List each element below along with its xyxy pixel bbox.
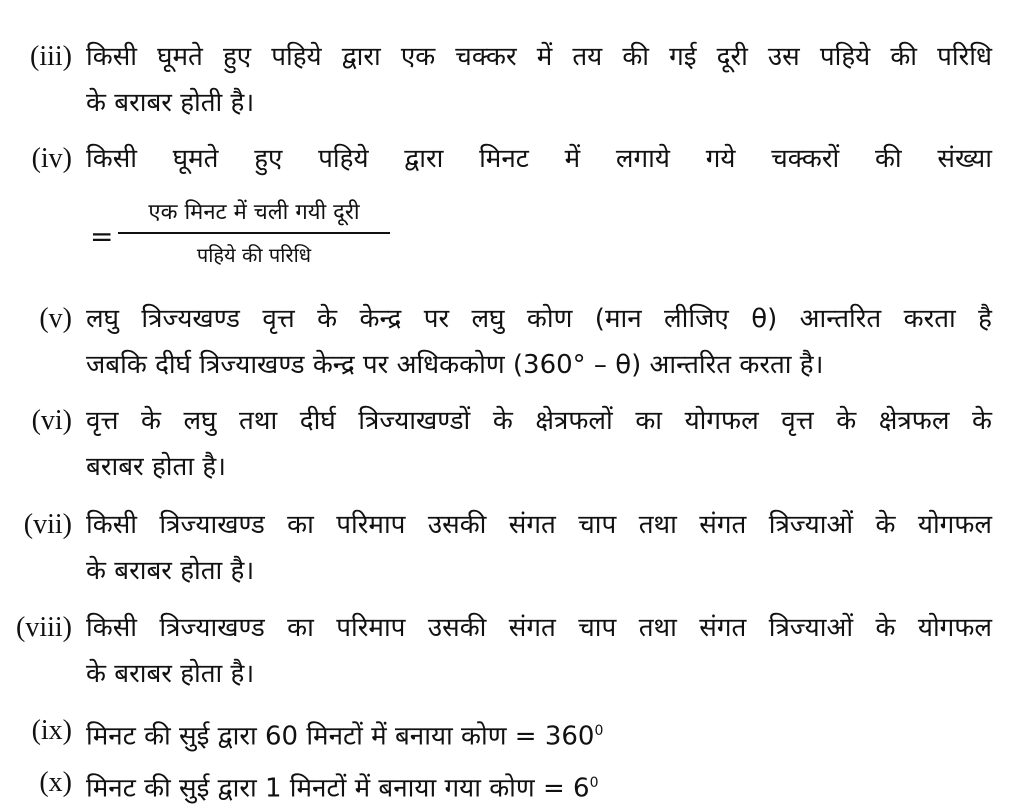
item-number: (v) [39, 303, 72, 334]
item-text-line: किसी त्रिज्याखण्ड का परिमाप उसकी संगत चाप तथा संगत त्रिज्याओं के योगफल [86, 613, 992, 643]
item-text-line: लघु त्रिज्यखण्ड वृत्त के केन्द्र पर लघु कोण (मान लीजिए θ) आन्तरित करता है [86, 304, 992, 334]
equals-sign: = [90, 220, 114, 253]
degree-superscript: 0 [589, 775, 599, 791]
item-number: (vii) [23, 509, 72, 540]
item-number: (iv) [31, 143, 72, 174]
item-text-line: के बराबर होता है। [86, 556, 255, 586]
item-number: (ix) [31, 715, 72, 746]
degree-superscript: 0 [594, 723, 604, 739]
item-number: (vi) [31, 405, 72, 436]
item-text-line: किसी त्रिज्याखण्ड का परिमाप उसकी संगत चाप तथा संगत त्रिज्याओं के योगफल [86, 510, 992, 540]
item-text-line [86, 708, 992, 760]
item-number: (x) [39, 767, 72, 798]
fraction-numerator: एक मिनट में चली गयी दूरी [118, 198, 390, 234]
item-text-line: किसी घूमते हुए पहिये द्वारा एक चक्कर में तय की गई दूरी उस पहिये की परिधि [86, 42, 992, 72]
item-number: (viii) [16, 612, 72, 643]
item-number: (iii) [30, 41, 72, 72]
item-text-line [86, 760, 992, 812]
item-text-line: बराबर होता है। [86, 452, 226, 482]
item-text-line: किसी घूमते हुए पहिये द्वारा मिनट में लगाये गये चक्करों की संख्या [86, 144, 992, 174]
item-text-line: वृत्त के लघु तथा दीर्घ त्रिज्याखण्डों के क्षेत्रफलों का योगफल वृत्त के क्षेत्रफल के [86, 406, 992, 436]
item-text-line: के बराबर होती है। [86, 88, 255, 118]
fraction-denominator: पहिये की परिधि [196, 243, 312, 267]
item-text-line: के बराबर होता है। [86, 659, 255, 689]
item-text: मिनट की सुई द्वारा 60 मिनटों में बनाया कोण = 360 [86, 721, 595, 752]
item-text: मिनट की सुई द्वारा 1 मिनटों में बनाया गया कोण = 6 [86, 773, 590, 804]
item-text-line: जबकि दीर्घ त्रिज्याखण्ड केन्द्र पर अधिककोण (360° – θ) आन्तरित करता है। [86, 350, 824, 380]
